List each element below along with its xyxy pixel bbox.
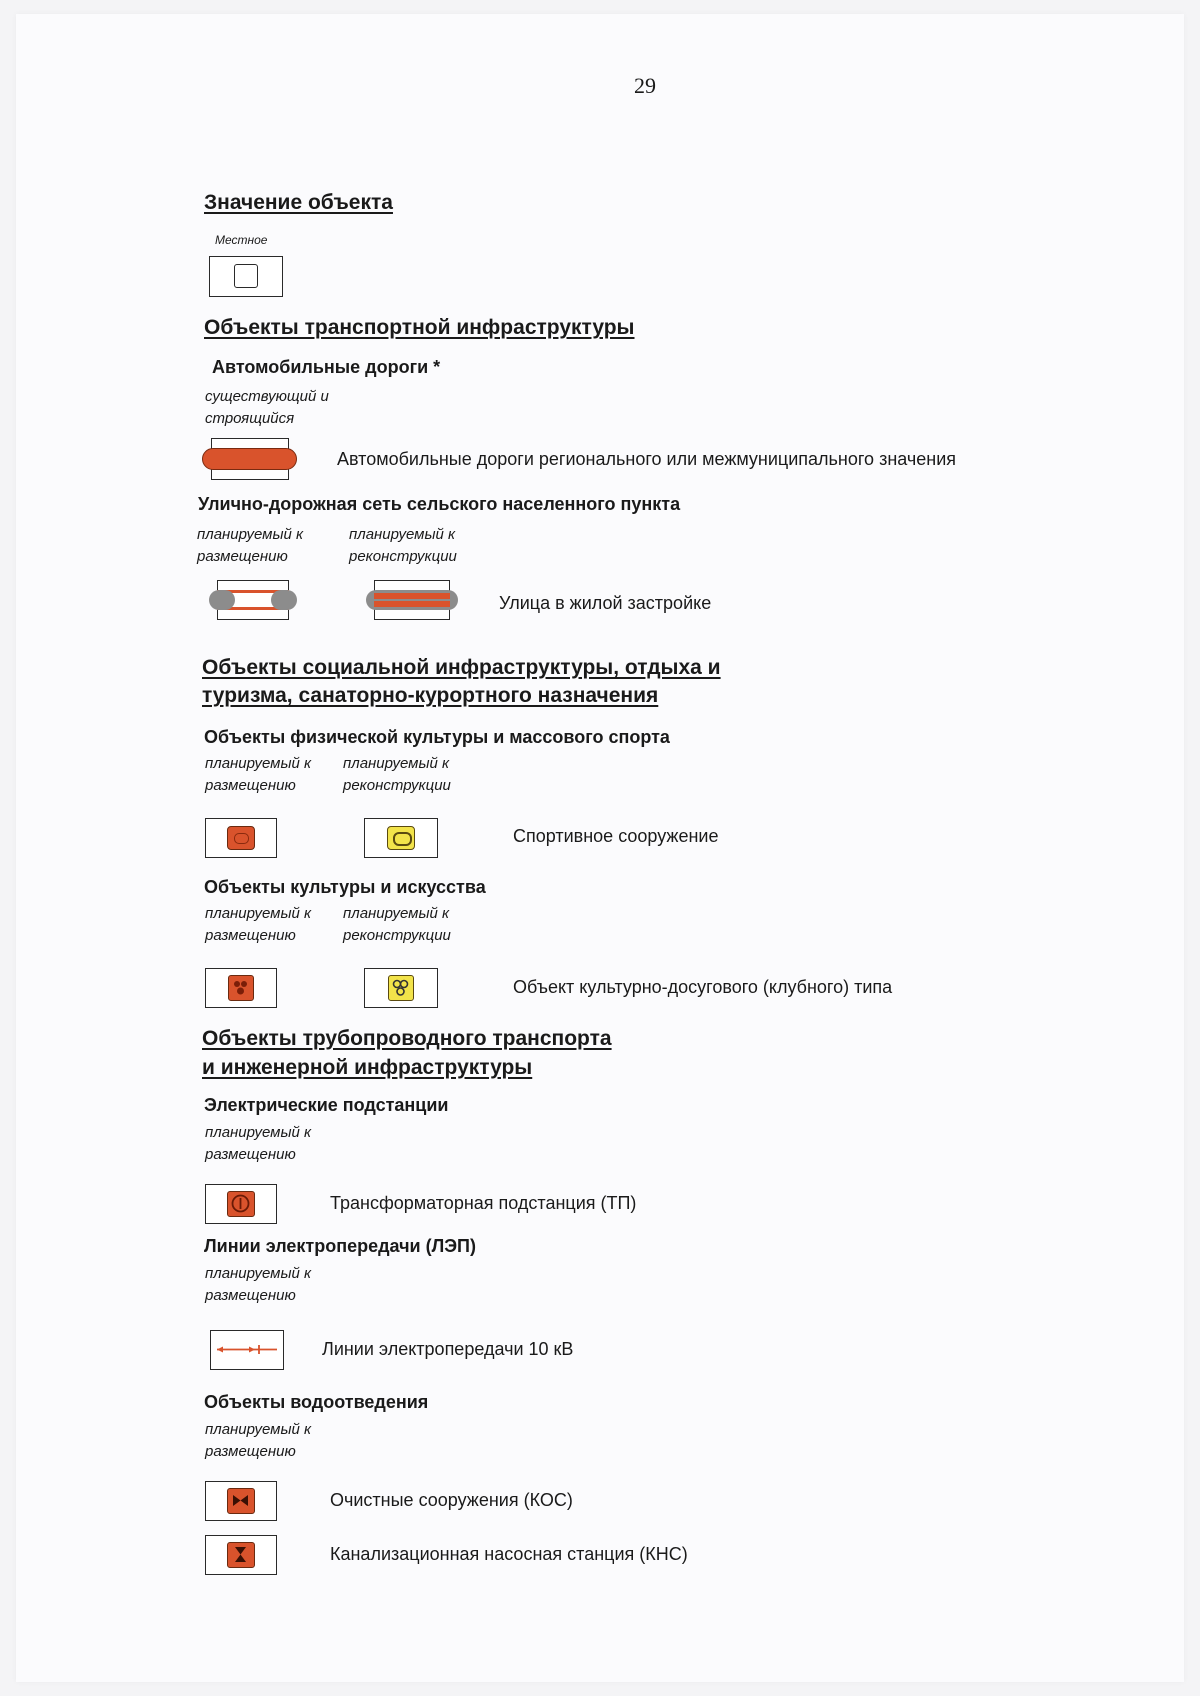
theatre-masks-icon — [388, 975, 414, 1001]
section-title-social-1: Объекты социальной инфраструктуры, отдыха и — [202, 656, 721, 679]
section-title-social-2: туризма, санаторно-курортного назначения — [202, 684, 659, 707]
section-title-significance: Значение объекта — [204, 191, 393, 214]
local-significance-symbol — [209, 256, 283, 297]
section-title-transport: Объекты транспортной инфраструктуры — [204, 316, 635, 339]
stadium-oval-icon — [387, 826, 415, 850]
desc-roads: Автомобильные дороги регионального или межмуниципального значения — [337, 449, 957, 469]
section-title-engineering-2: и инженерной инфраструктуры — [202, 1056, 533, 1079]
theatre-masks-icon — [228, 975, 254, 1001]
square-icon — [234, 264, 258, 288]
page-number: 29 — [634, 73, 656, 98]
caption-sport-place: планируемый к размещению — [205, 755, 312, 794]
subtitle-culture: Объекты культуры и искусства — [204, 877, 486, 897]
caption-sport-recon: планируемый к реконструкции — [343, 755, 451, 794]
desc-powerline: Линии электропередачи 10 кВ — [322, 1339, 574, 1359]
subtitle-street-network: Улично-дорожная сеть сельского населенного пункта — [198, 494, 681, 514]
desc-sport: Спортивное сооружение — [513, 826, 719, 846]
caption-sewerage: планируемый к размещению — [205, 1421, 312, 1460]
sport-reconstruct-symbol — [364, 818, 438, 858]
culture-planned-symbol — [205, 968, 277, 1008]
subtitle-sport: Объекты физической культуры и массового спорта — [204, 727, 670, 747]
desc-substation: Трансформаторная подстанция (ТП) — [330, 1193, 637, 1213]
caption-roads: существующий и строящийся — [205, 388, 329, 427]
power-line-arrow-icon — [211, 1331, 282, 1368]
caption-substations: планируемый к размещению — [205, 1124, 312, 1163]
page — [16, 14, 1184, 1682]
stadium-oval-icon — [227, 826, 255, 850]
desc-kns: Канализационная насосная станция (КНС) — [330, 1544, 688, 1564]
hourglass-icon — [227, 1542, 255, 1568]
sport-planned-symbol — [205, 818, 277, 858]
culture-reconstruct-symbol — [364, 968, 438, 1008]
regional-road-symbol — [202, 438, 297, 480]
desc-culture: Объект культурно-досугового (клубного) типа — [513, 977, 893, 997]
caption-street-recon: планируемый к реконструкции — [349, 526, 457, 565]
bowtie-icon — [227, 1488, 255, 1514]
subtitle-substations: Электрические подстанции — [204, 1095, 449, 1115]
subtitle-sewerage: Объекты водоотведения — [204, 1392, 429, 1412]
caption-local: Местное — [215, 233, 268, 247]
caption-street-place: планируемый к размещению — [197, 526, 304, 565]
substation-symbol — [205, 1184, 277, 1224]
transformer-icon — [227, 1191, 255, 1217]
caption-culture-place: планируемый к размещению — [205, 905, 312, 944]
caption-powerlines: планируемый к размещению — [205, 1265, 312, 1304]
caption-culture-recon: планируемый к реконструкции — [343, 905, 451, 944]
kns-symbol — [205, 1535, 277, 1575]
powerline-symbol — [210, 1330, 284, 1370]
section-title-engineering-1: Объекты трубопроводного транспорта — [202, 1027, 612, 1050]
street-reconstruct-symbol — [366, 580, 458, 620]
street-planned-symbol — [209, 580, 297, 620]
subtitle-roads: Автомобильные дороги * — [212, 357, 441, 377]
desc-kos: Очистные сооружения (КОС) — [330, 1490, 573, 1510]
kos-symbol — [205, 1481, 277, 1521]
desc-street: Улица в жилой застройке — [499, 593, 712, 613]
subtitle-powerlines: Линии электропередачи (ЛЭП) — [204, 1236, 476, 1256]
